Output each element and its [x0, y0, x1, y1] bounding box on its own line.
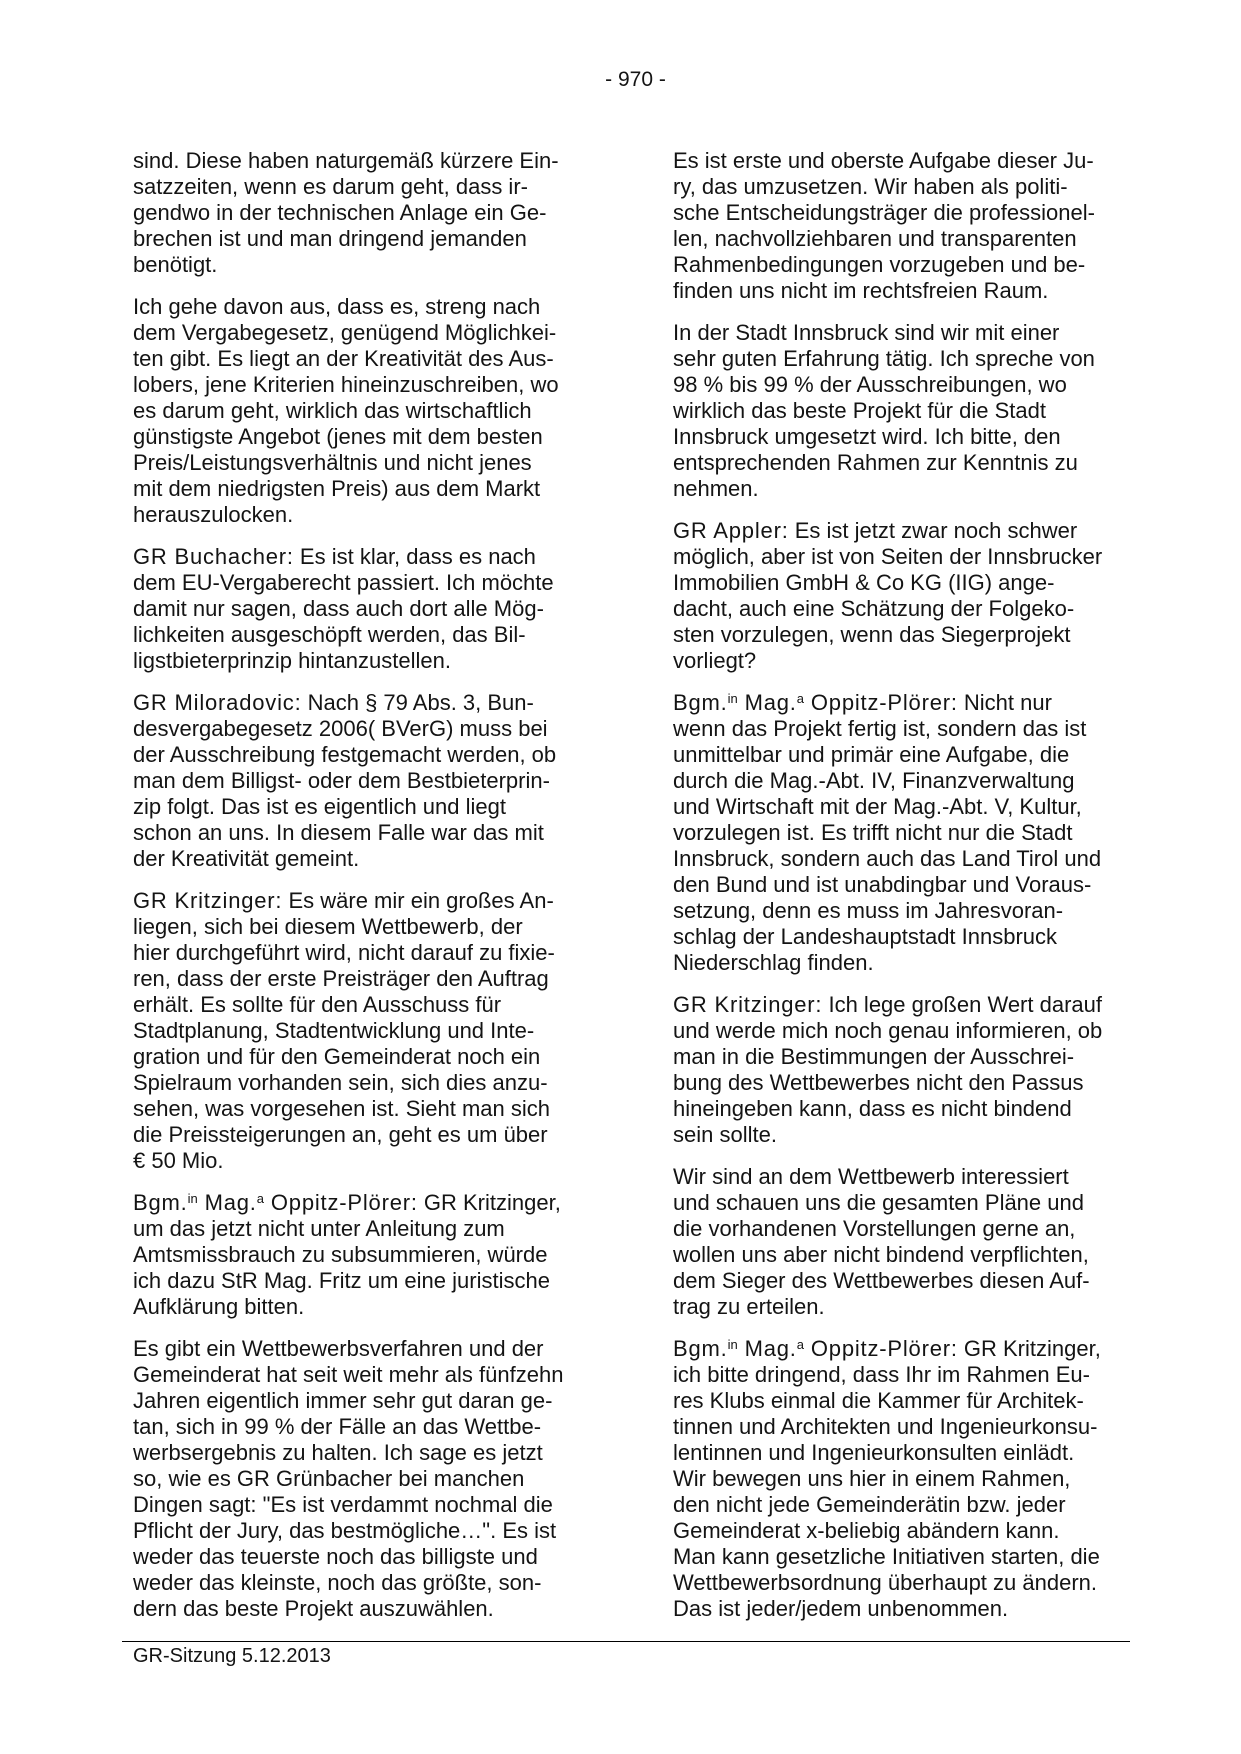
body-text: es darum geht, wirklich das wirtschaftlich: [133, 398, 532, 423]
text-line: [133, 226, 608, 252]
text-line: [673, 424, 1133, 450]
body-text: trag zu erteilen.: [673, 1294, 825, 1319]
text-line: [133, 846, 608, 872]
text-line: [133, 544, 608, 570]
text-line: [673, 1018, 1133, 1044]
text-line: [133, 476, 608, 502]
body-text: Ich gehe davon aus, dass es, streng nach: [133, 294, 541, 319]
text-line: [133, 1544, 608, 1570]
text-line: [133, 372, 608, 398]
text-line: [673, 450, 1133, 476]
body-text: Innsbruck umgesetzt wird. Ich bitte, den: [673, 424, 1061, 449]
body-text: Aufklärung bitten.: [133, 1294, 305, 1319]
text-line: [133, 742, 608, 768]
body-text: Preis/Leistungsverhältnis und nicht jenes: [133, 450, 532, 475]
body-text: vorliegt?: [673, 648, 757, 673]
text-line: [133, 424, 608, 450]
body-text: € 50 Mio.: [133, 1148, 224, 1173]
text-line: [133, 596, 608, 622]
text-line: [673, 252, 1133, 278]
speaker-name: GR Buchacher:: [133, 544, 294, 569]
body-text: hier durchgeführt wird, nicht darauf zu fixie-: [133, 940, 555, 965]
text-line: [673, 820, 1133, 846]
body-text: den Bund und ist unabdingbar und Voraus-: [673, 872, 1092, 897]
body-text: Gemeinderat hat seit weit mehr als fünfzehn: [133, 1362, 564, 1387]
speaker-name: Bgm.: [133, 1190, 188, 1215]
text-line: [133, 1070, 608, 1096]
body-text: mit dem niedrigsten Preis) aus dem Markt: [133, 476, 541, 501]
body-text: Es ist erste und oberste Aufgabe dieser Ju-: [673, 148, 1094, 173]
body-text: lobers, jene Kriterien hineinzuschreiben, wo: [133, 372, 559, 397]
body-text: tinnen und Architekten und Ingenieurkonsu-: [673, 1414, 1098, 1439]
paragraph: [133, 544, 608, 674]
body-text: In der Stadt Innsbruck sind wir mit einer: [673, 320, 1060, 345]
text-line: [673, 148, 1133, 174]
body-text: Spielraum vorhanden sein, sich dies anzu-: [133, 1070, 548, 1095]
body-text: Nicht nur: [957, 690, 1052, 715]
body-text: Ich lege großen Wert darauf: [822, 992, 1102, 1017]
body-text: Pflicht der Jury, das bestmögliche…". Es ist: [133, 1518, 557, 1543]
body-text: sche Entscheidungsträger die professionel-: [673, 200, 1095, 225]
speaker-name: Bgm.: [673, 1336, 728, 1361]
body-text: lentinnen und Ingenieurkonsulten einlädt.: [673, 1440, 1075, 1465]
text-line: [133, 1570, 608, 1596]
text-line: [133, 398, 608, 424]
body-text: ren, dass der erste Preisträger den Auftrag: [133, 966, 549, 991]
speaker-name: GR Appler:: [673, 518, 789, 543]
text-line: [673, 1362, 1133, 1388]
body-text: die vorhandenen Vorstellungen gerne an,: [673, 1216, 1076, 1241]
text-line: [673, 992, 1133, 1018]
text-line: [673, 1242, 1133, 1268]
body-text: Wir bewegen uns hier in einem Rahmen,: [673, 1466, 1071, 1491]
speaker-name: GR Miloradovic:: [133, 690, 302, 715]
body-text: durch die Mag.-Abt. IV, Finanzverwaltung: [673, 768, 1075, 793]
text-line: [133, 992, 608, 1018]
text-line: [133, 1466, 608, 1492]
paragraph: [673, 1336, 1133, 1622]
speaker-name: Mag.: [197, 1190, 257, 1215]
text-line: [673, 622, 1133, 648]
speaker-name: Bgm.: [673, 690, 728, 715]
body-text: Es gibt ein Wettbewerbsverfahren und der: [133, 1336, 544, 1361]
body-text: Stadtplanung, Stadtentwicklung und Inte-: [133, 1018, 535, 1043]
speaker-name: Oppitz-Plörer:: [803, 1336, 958, 1361]
body-text: den nicht jede Gemeinderätin bzw. jeder: [673, 1492, 1066, 1517]
body-text: lichkeiten ausgeschöpft werden, das Bil-: [133, 622, 526, 647]
body-text: damit nur sagen, dass auch dort alle Mög-: [133, 596, 544, 621]
body-text: GR Kritzinger,: [417, 1190, 561, 1215]
body-text: GR Kritzinger,: [957, 1336, 1101, 1361]
body-text: tan, sich in 99 % der Fälle an das Wettbe-: [133, 1414, 542, 1439]
text-line: [133, 320, 608, 346]
text-line: [133, 1122, 608, 1148]
paragraph: [133, 294, 608, 528]
body-text: vorzulegen ist. Es trifft nicht nur die Stadt: [673, 820, 1073, 845]
paragraph: [133, 888, 608, 1174]
text-line: [673, 1544, 1133, 1570]
text-line: [133, 1414, 608, 1440]
text-line: [133, 1044, 608, 1070]
text-line: [673, 372, 1133, 398]
body-text: wollen uns aber nicht bindend verpflichten,: [673, 1242, 1089, 1267]
body-text: zip folgt. Das ist es eigentlich und liegt: [133, 794, 506, 819]
paragraph: [673, 992, 1133, 1148]
text-line: [673, 1096, 1133, 1122]
text-line: [673, 398, 1133, 424]
body-text: dern das beste Projekt auszuwählen.: [133, 1596, 494, 1621]
speaker-name: GR Kritzinger:: [673, 992, 823, 1017]
text-line: [673, 518, 1133, 544]
text-line: [133, 200, 608, 226]
body-text: der Ausschreibung festgemacht werden, ob: [133, 742, 557, 767]
text-line: [673, 690, 1133, 716]
body-text: ich dazu StR Mag. Fritz um eine juristische: [133, 1268, 550, 1293]
text-line: [673, 226, 1133, 252]
text-line: [673, 200, 1133, 226]
text-line: [673, 898, 1133, 924]
body-text: Es ist jetzt zwar noch schwer: [788, 518, 1078, 543]
text-line: [673, 1596, 1133, 1622]
body-text: und werde mich noch genau informieren, ob: [673, 1018, 1103, 1043]
speaker-name: Oppitz-Plörer:: [263, 1190, 418, 1215]
body-text: sind. Diese haben naturgemäß kürzere Ein-: [133, 148, 559, 173]
left-column: [133, 148, 608, 1638]
text-line: [133, 570, 608, 596]
footer-rule: [122, 1641, 1130, 1642]
text-line: [133, 1216, 608, 1242]
paragraph: [673, 148, 1133, 304]
paragraph: [133, 1336, 608, 1622]
body-text: der Kreativität gemeint.: [133, 846, 360, 871]
body-text: Amtsmissbrauch zu subsummieren, würde: [133, 1242, 548, 1267]
text-line: [133, 1596, 608, 1622]
body-text: Jahren eigentlich immer sehr gut daran ge-: [133, 1388, 553, 1413]
body-text: liegen, sich bei diesem Wettbewerb, der: [133, 914, 523, 939]
text-line: [133, 1388, 608, 1414]
text-line: [133, 1268, 608, 1294]
body-text: Rahmenbedingungen vorzugeben und be-: [673, 252, 1086, 277]
text-line: [673, 742, 1133, 768]
body-text: satzzeiten, wenn es darum geht, dass ir-: [133, 174, 528, 199]
text-line: [673, 1268, 1133, 1294]
text-line: [673, 1414, 1133, 1440]
body-text: Man kann gesetzliche Initiativen starten, die: [673, 1544, 1100, 1569]
body-text: ich bitte dringend, dass Ihr im Rahmen Eu-: [673, 1362, 1090, 1387]
body-text: herauszulocken.: [133, 502, 294, 527]
text-line: [133, 648, 608, 674]
paragraph: [133, 690, 608, 872]
body-text: die Preissteigerungen an, geht es um über: [133, 1122, 548, 1147]
text-line: [673, 872, 1133, 898]
body-text: werbsergebnis zu halten. Ich sage es jetzt: [133, 1440, 543, 1465]
text-line: [673, 846, 1133, 872]
body-text: Wir sind an dem Wettbewerb interessiert: [673, 1164, 1069, 1189]
text-line: [133, 1440, 608, 1466]
body-text: schon an uns. In diesem Falle war das mit: [133, 820, 544, 845]
text-line: [133, 622, 608, 648]
text-line: [133, 450, 608, 476]
text-line: [673, 768, 1133, 794]
body-text: so, wie es GR Grünbacher bei manchen: [133, 1466, 525, 1491]
body-text: dacht, auch eine Schätzung der Folgeko-: [673, 596, 1075, 621]
text-line: [673, 648, 1133, 674]
text-line: [673, 1570, 1133, 1596]
body-text: Es wäre mir ein großes An-: [282, 888, 554, 913]
body-text: günstigste Angebot (jenes mit dem besten: [133, 424, 543, 449]
right-column: [673, 148, 1133, 1638]
text-line: [673, 174, 1133, 200]
body-text: Das ist jeder/jedem unbenommen.: [673, 1596, 1009, 1621]
speaker-name: Mag.: [737, 690, 797, 715]
text-line: [133, 174, 608, 200]
text-line: [133, 1492, 608, 1518]
text-line: [133, 148, 608, 174]
text-line: [673, 950, 1133, 976]
text-line: [133, 966, 608, 992]
body-text: unmittelbar und primär eine Aufgabe, die: [673, 742, 1070, 767]
body-text: schlag der Landeshauptstadt Innsbruck: [673, 924, 1058, 949]
body-text: gration und für den Gemeinderat noch ein: [133, 1044, 541, 1069]
text-line: [673, 1388, 1133, 1414]
footer-text: GR-Sitzung 5.12.2013: [133, 1645, 331, 1667]
text-line: [133, 294, 608, 320]
text-line: [673, 924, 1133, 950]
paragraph: [133, 1190, 608, 1320]
body-text: nehmen.: [673, 476, 759, 501]
body-text: man in die Bestimmungen der Ausschrei-: [673, 1044, 1075, 1069]
text-line: [673, 1466, 1133, 1492]
body-text: hineingeben kann, dass es nicht bindend: [673, 1096, 1072, 1121]
superscript: in: [187, 1191, 198, 1206]
body-text: möglich, aber ist von Seiten der Innsbrucker: [673, 544, 1103, 569]
body-text: wirklich das beste Projekt für die Stadt: [673, 398, 1046, 423]
body-text: bung des Wettbewerbes nicht den Passus: [673, 1070, 1084, 1095]
body-text: Nach § 79 Abs. 3, Bun-: [301, 690, 534, 715]
text-line: [673, 1216, 1133, 1242]
text-line: [133, 1294, 608, 1320]
text-line: [133, 346, 608, 372]
text-line: [133, 690, 608, 716]
text-line: [673, 1190, 1133, 1216]
text-line: [133, 1096, 608, 1122]
text-line: [673, 1164, 1133, 1190]
body-text: desvergabegesetz 2006( BVerG) muss bei: [133, 716, 548, 741]
text-line: [133, 1190, 608, 1216]
body-text: man dem Billigst- oder dem Bestbieterprin-: [133, 768, 550, 793]
speaker-name: GR Kritzinger:: [133, 888, 283, 913]
body-text: Gemeinderat x-beliebig abändern kann.: [673, 1518, 1060, 1543]
text-line: [133, 1018, 608, 1044]
superscript: in: [727, 1337, 738, 1352]
superscript: a: [256, 1191, 264, 1206]
text-line: [133, 1242, 608, 1268]
body-text: benötigt.: [133, 252, 218, 277]
body-text: brechen ist und man dringend jemanden: [133, 226, 527, 251]
text-line: [133, 914, 608, 940]
paragraph: [133, 148, 608, 278]
text-line: [673, 596, 1133, 622]
text-line: [673, 1122, 1133, 1148]
text-line: [133, 794, 608, 820]
body-text: um das jetzt nicht unter Anleitung zum: [133, 1216, 505, 1241]
body-text: setzung, denn es muss im Jahresvoran-: [673, 898, 1064, 923]
body-text: sehr guten Erfahrung tätig. Ich spreche von: [673, 346, 1095, 371]
body-text: Es ist klar, dass es nach: [293, 544, 536, 569]
text-line: [673, 1336, 1133, 1362]
text-line: [133, 1518, 608, 1544]
text-line: [673, 1070, 1133, 1096]
speaker-name: Mag.: [737, 1336, 797, 1361]
body-text: Dingen sagt: "Es ist verdammt nochmal die: [133, 1492, 553, 1517]
body-text: sten vorzulegen, wenn das Siegerprojekt: [673, 622, 1071, 647]
text-line: [133, 888, 608, 914]
text-line: [133, 820, 608, 846]
text-line: [133, 768, 608, 794]
body-text: erhält. Es sollte für den Ausschuss für: [133, 992, 502, 1017]
text-line: [673, 1294, 1133, 1320]
paragraph: [673, 518, 1133, 674]
body-text: ry, das umzusetzen. Wir haben als politi-: [673, 174, 1068, 199]
text-line: [673, 570, 1133, 596]
superscript: a: [796, 1337, 804, 1352]
superscript: in: [727, 691, 738, 706]
body-text: gendwo in der technischen Anlage ein Ge-: [133, 200, 547, 225]
body-text: Innsbruck, sondern auch das Land Tirol und: [673, 846, 1102, 871]
body-text: sehen, was vorgesehen ist. Sieht man sich: [133, 1096, 551, 1121]
body-text: dem Sieger des Wettbewerbes diesen Auf-: [673, 1268, 1090, 1293]
body-text: Wettbewerbsordnung überhaupt zu ändern.: [673, 1570, 1097, 1595]
paragraph: [673, 320, 1133, 502]
speaker-name: Oppitz-Plörer:: [803, 690, 958, 715]
body-text: Niederschlag finden.: [673, 950, 874, 975]
body-text: dem Vergabegesetz, genügend Möglichkei-: [133, 320, 557, 345]
paragraph: [673, 690, 1133, 976]
text-line: [673, 544, 1133, 570]
text-line: [133, 1336, 608, 1362]
text-line: [133, 1148, 608, 1174]
body-text: Immobilien GmbH & Co KG (IIG) ange-: [673, 570, 1055, 595]
body-text: len, nachvollziehbaren und transparenten: [673, 226, 1077, 251]
body-text: dem EU-Vergaberecht passiert. Ich möchte: [133, 570, 554, 595]
body-text: und schauen uns die gesamten Pläne und: [673, 1190, 1084, 1215]
body-text: wenn das Projekt fertig ist, sondern das ist: [673, 716, 1087, 741]
text-line: [133, 716, 608, 742]
text-line: [673, 794, 1133, 820]
body-text: ten gibt. Es liegt an der Kreativität des Aus-: [133, 346, 554, 371]
body-text: ligstbieterprinzip hintanzustellen.: [133, 648, 451, 673]
text-line: [673, 320, 1133, 346]
body-text: weder das kleinste, noch das größte, son-: [133, 1570, 542, 1595]
body-text: finden uns nicht im rechtsfreien Raum.: [673, 278, 1049, 303]
paragraph: [673, 1164, 1133, 1320]
text-line: [673, 716, 1133, 742]
text-line: [673, 1044, 1133, 1070]
text-line: [133, 1362, 608, 1388]
text-line: [673, 346, 1133, 372]
text-line: [673, 1518, 1133, 1544]
body-text: entsprechenden Rahmen zur Kenntnis zu: [673, 450, 1078, 475]
body-text: sein sollte.: [673, 1122, 777, 1147]
text-line: [673, 278, 1133, 304]
body-text: res Klubs einmal die Kammer für Architek-: [673, 1388, 1084, 1413]
superscript: a: [796, 691, 804, 706]
text-line: [133, 252, 608, 278]
text-line: [673, 1440, 1133, 1466]
text-line: [673, 476, 1133, 502]
text-line: [673, 1492, 1133, 1518]
body-text: weder das teuerste noch das billigste und: [133, 1544, 538, 1569]
body-text: 98 % bis 99 % der Ausschreibungen, wo: [673, 372, 1067, 397]
page-number: - 970 -: [605, 68, 666, 91]
text-columns: [133, 148, 1133, 1638]
body-text: und Wirtschaft mit der Mag.-Abt. V, Kultur,: [673, 794, 1082, 819]
text-line: [133, 502, 608, 528]
text-line: [133, 940, 608, 966]
